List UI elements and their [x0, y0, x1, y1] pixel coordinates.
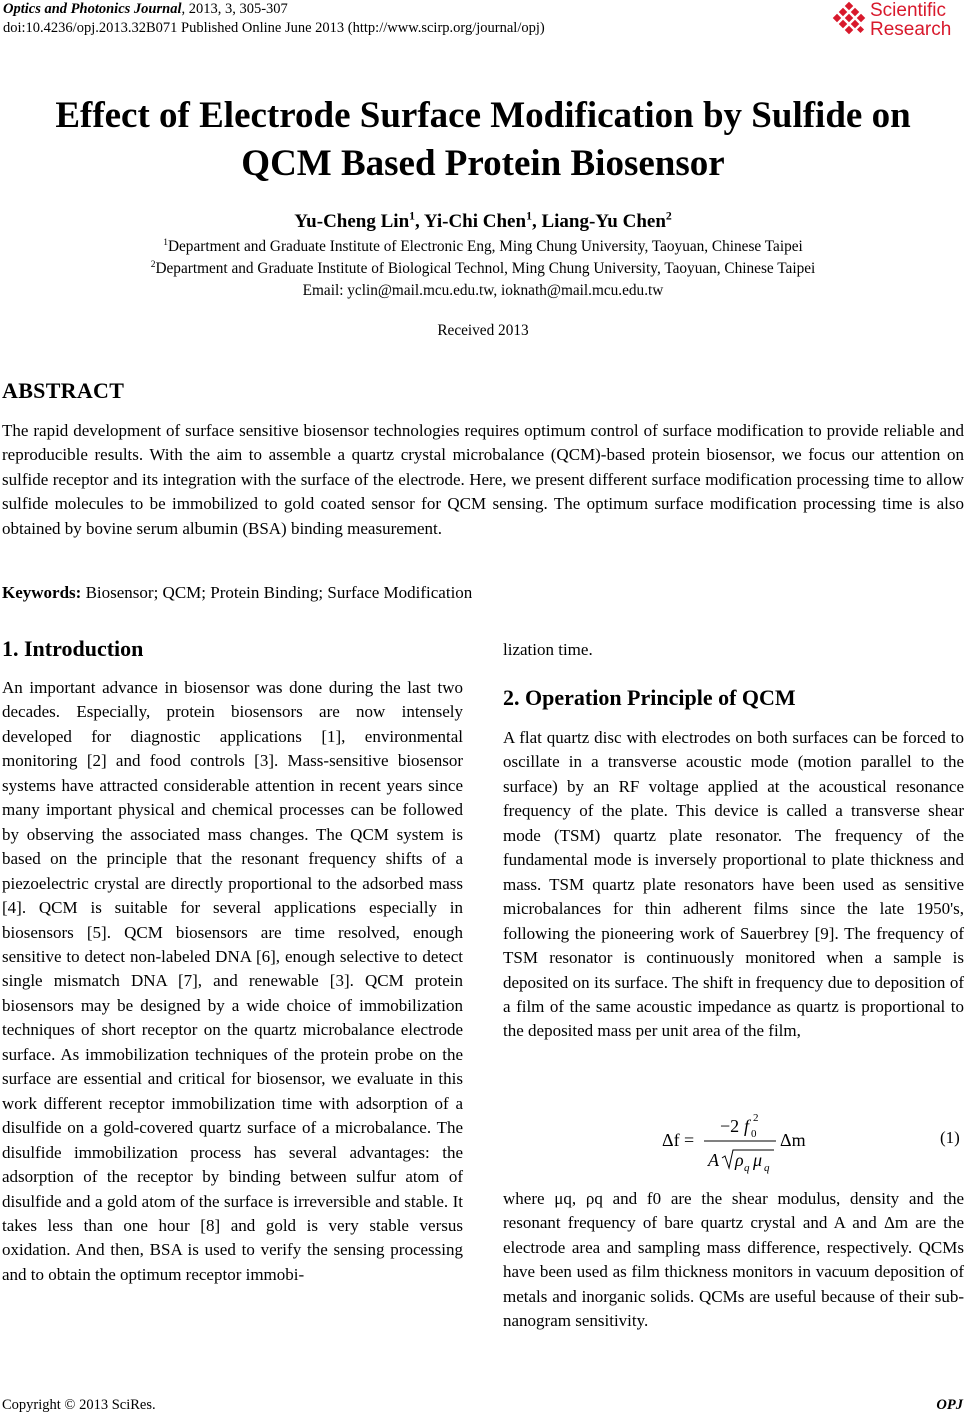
eq-den-mu: μ — [753, 1150, 763, 1170]
equation-sauerbrey — [640, 1110, 806, 1174]
eq-den-sub: q — [764, 1162, 770, 1174]
keywords: Keywords: Biosensor; QCM; Protein Binding; Surface Modification — [2, 583, 473, 602]
eq-den-sub: q — [744, 1162, 750, 1174]
author-email[interactable]: Email: yclin@mail.mcu.edu.tw, ioknath@mail.mcu.edu.tw — [302, 282, 664, 299]
author: Liang-Yu Chen — [541, 211, 666, 232]
author-list: Yu-Cheng Lin$^1$, Yi-Chi Chen$^1$, Liang-Yu Chen$^2$ — [294, 209, 672, 232]
operation-principle-text-continued: where μq, ρq and f0 are the shear modulus, density and the resonant frequency of bare quartz crystal and A and Δm are the electrode area and sampling mass difference, respectively. QCMs have been used as film thickness monitors in vacuum deposition of metals and inorganic solids. QCMs are useful because of their sub-nanogram sensitivity. — [503, 1189, 964, 1331]
eq-num-sub: 0 — [751, 1128, 757, 1140]
author: Yi-Chi Chen — [423, 211, 527, 232]
eq-equals: = — [684, 1130, 695, 1150]
eq-num-coef: −2 — [720, 1116, 740, 1136]
logo-diamond-icon — [832, 3, 866, 39]
copyright-footer: Copyright © 2013 SciRes. — [2, 1397, 156, 1413]
logo-text: Scientific Research — [870, 0, 952, 40]
journal-volume: , 2013, 3, 305-307 — [181, 1, 288, 17]
introduction-text: An important advance in biosensor was done during the last two decades. Especially, protein biosensors are now intensely developed for diagnostic applications [1], environmental monitoring [2] and food controls [3]. Mass-sensitive biosensor systems have attracted considerable attention in recent years since many important physical and chemical processes can be followed by observing the associated mass changes. The QCM system is based on the principle that the resonant frequency shifts of a piezoelectric crystal are directly proportional to the adsorbed mass [4]. QCM is suitable for several applications especially in biosensors [5]. QCM biosensors are time resolved, enough sensitive to detect non-labeled DNA [6], enough selective to detect single mismatch DNA [7], and renewable [3]. QCM protein biosensors may be designed by a wide choice of immobilization techniques of short receptor on the quartz microbalance electrode surface. As immobilization techniques of the protein probe on the surface are essential and critical for biosensor, we evaluate in this work different receptor immobilization time with adsorption of a disulfide on a gold-covered quartz surface of a microbalance. The disulfide immobilization process has several advantages: the adsorption of the receptor by binding between sulfur atom of disulfide and a gold atom of the surface is irreversible and stable. It takes less than one hour [8] and gold is very stable versus oxidation. And then, BSA is used to verify the sensing processing and to obtain the optimum receptor immobi- — [2, 678, 463, 1284]
operation-principle-text: A flat quartz disc with electrodes on both surfaces can be forced to oscillate in a transverse acoustic mode (motion parallel to the surface) by an RF voltage applied at the acoustical resonance frequency of the plate. This device is called a transverse shear mode (TSM) quartz plate resonator. The frequency of the fundamental mode is inversely proportional to plate thickness and mass. TSM quartz plate resonators have been used as sensitive microbalances for thin adherent films since the late 1950's, following the pioneering work of Sauerbrey [9]. The frequency of TSM resonator is continuously monitored when a sample is deposited on its surface. The shift in frequency due to deposition of a film of the same acoustic impedance as quartz is proportional to the deposited mass per unit area of the film, — [503, 728, 964, 1041]
abstract-heading: ABSTRACT — [2, 378, 125, 403]
section-heading-introduction: 1. Introduction — [2, 636, 144, 661]
running-header — [3, 0, 545, 38]
eq-lhs-delta-f: Δf — [662, 1130, 680, 1150]
affiliation: $^2$Department and Graduate Institute of Biological Technol, Ming Chung University, Taoyuan, Chinese Taipei — [150, 260, 816, 277]
author: Yu-Cheng Lin — [294, 211, 410, 232]
equation-number: (1) — [940, 1128, 960, 1147]
section-heading-operation-principle: 2. Operation Principle of QCM — [503, 685, 796, 710]
publisher-logo — [832, 1, 962, 43]
introduction-continued: lization time. — [503, 640, 593, 659]
eq-num-sup: 2 — [753, 1112, 759, 1124]
abstract-text: The rapid development of surface sensitive biosensor technologies requires optimum control of surface modification to provide reliable and reproducible results. With the aim to assemble a quartz crystal microbalance (QCM)-based protein biosensor, we focus our attention on sulfide receptor and its integration with the surface of the electrode. Here, we present different surface modification processing time to allow sulfide molecules to be immobilized to gold coated sensor for QCM sensing. The optimum surface modification processing time is also obtained by bovine serum albumin (BSA) binding measurement. — [2, 421, 964, 538]
paper-title: Effect of Electrode Surface Modification by Sulfide on QCM Based Protein Biosensor — [55, 95, 911, 184]
journal-name: Optics and Photonics Journal — [3, 1, 182, 17]
eq-num-var: f — [744, 1116, 750, 1136]
eq-rhs-delta-m: Δm — [780, 1130, 806, 1150]
eq-den-rho: ρ — [735, 1150, 744, 1170]
doi-line: doi:10.4236/opj.2013.32B071 Published Online June 2013 (http://www.scirp.org/journal/opj) — [3, 20, 545, 36]
journal-abbrev-footer: OPJ — [936, 1397, 963, 1413]
eq-den-area: A — [708, 1150, 719, 1170]
received-date: Received 2013 — [437, 322, 529, 339]
affiliation: $^1$Department and Graduate Institute of Electronic Eng, Ming Chung University, Taoyuan, Chinese Taipei — [163, 238, 803, 255]
